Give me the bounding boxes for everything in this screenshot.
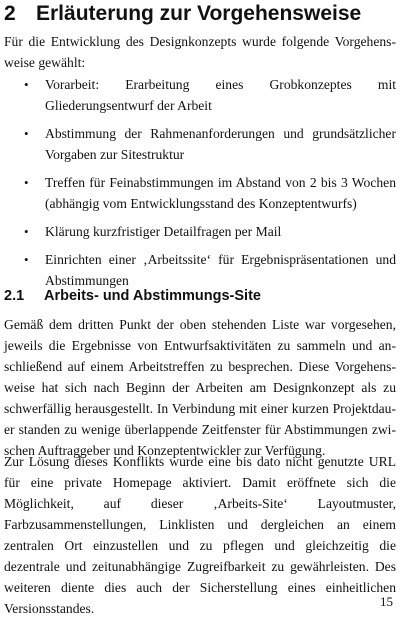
bullet-icon: • [24, 252, 29, 267]
subsection-heading [4, 286, 261, 306]
list-item-text: Einrichten einer ‚Arbeitssite‘ für Ergebnispräsentationen und Abstimmungen [45, 252, 396, 288]
list-item [0, 249, 396, 291]
list-item-text: Abstimmung der Rahmenanforderungen und grundsätzlicher Vorgaben zur Sitestruktur [45, 126, 396, 162]
bullet-icon: • [24, 175, 29, 190]
subsection-title: Arbeits- und Abstimmungs-Site [44, 288, 261, 304]
section-number: 2 [4, 2, 16, 25]
subsection-number: 2.1 [4, 288, 25, 304]
list-item-text: Treffen für Feinabstimmungen im Abstand von 2 bis 3 Wochen (abhängig vom Entwicklungsstand des Konzeptentwurfs) [45, 175, 396, 211]
section-heading [4, 1, 361, 27]
procedure-list [0, 74, 400, 298]
page-number: 15 [380, 594, 393, 609]
bullet-icon: • [24, 77, 29, 92]
list-item [0, 221, 396, 242]
list-item [0, 172, 396, 214]
bullet-icon: • [24, 126, 29, 141]
list-item-text: Klärung kurzfristiger Detailfragen per Mail [45, 224, 282, 239]
intro-paragraph: Für die Entwicklung des Designkonzepts wurde folgende Vorgehensweise gewählt: [4, 34, 396, 70]
bullet-icon: • [24, 224, 29, 239]
section-title: Erläuterung zur Vorgehensweise [36, 2, 362, 25]
list-item [0, 123, 396, 165]
list-item-text: Vorarbeit: Erarbeitung eines Grobkonzeptes mit Gliederungsentwurf der Arbeit [45, 77, 396, 113]
body-paragraph: Zur Lösung dieses Konflikts wurde eine bis dato nicht genutzte URL für eine private Homepage aktiviert. Damit eröffnete sich die Möglichkeit, auf dieser ‚Arbeits-Site‘ Layoutmuster, Farbzusammenstellungen, Linklisten und dergleichen an einem zentralen Ort einzustellen und zu pflegen und gleichzeitig die dezentrale und zeitunabhängige Zugreifbarkeit zu gewährleisten. Des weiteren diente dies auch der Sicherstellung eines einheitlichen Versionsstandes. [4, 454, 396, 616]
list-item [0, 74, 396, 116]
body-paragraph: Gemäß dem dritten Punkt der oben stehenden Liste war vorgesehen, jeweils die Ergebnisse von Entwurfsaktivitäten zu sammeln und anschließend auf einem Arbeitstreffen zu besprechen. Diese Vorgehensweise hat sich nach Beginn der Arbeiten am Designkonzept als zu schwerfällig herausgestellt. In Verbindung mit einer kurzen Projektdauer standen zu wenige überlappende Zeitfenster für Abstimmungen zwischen Auftraggeber und Konzeptentwickler zur Verfügung. [4, 317, 396, 458]
